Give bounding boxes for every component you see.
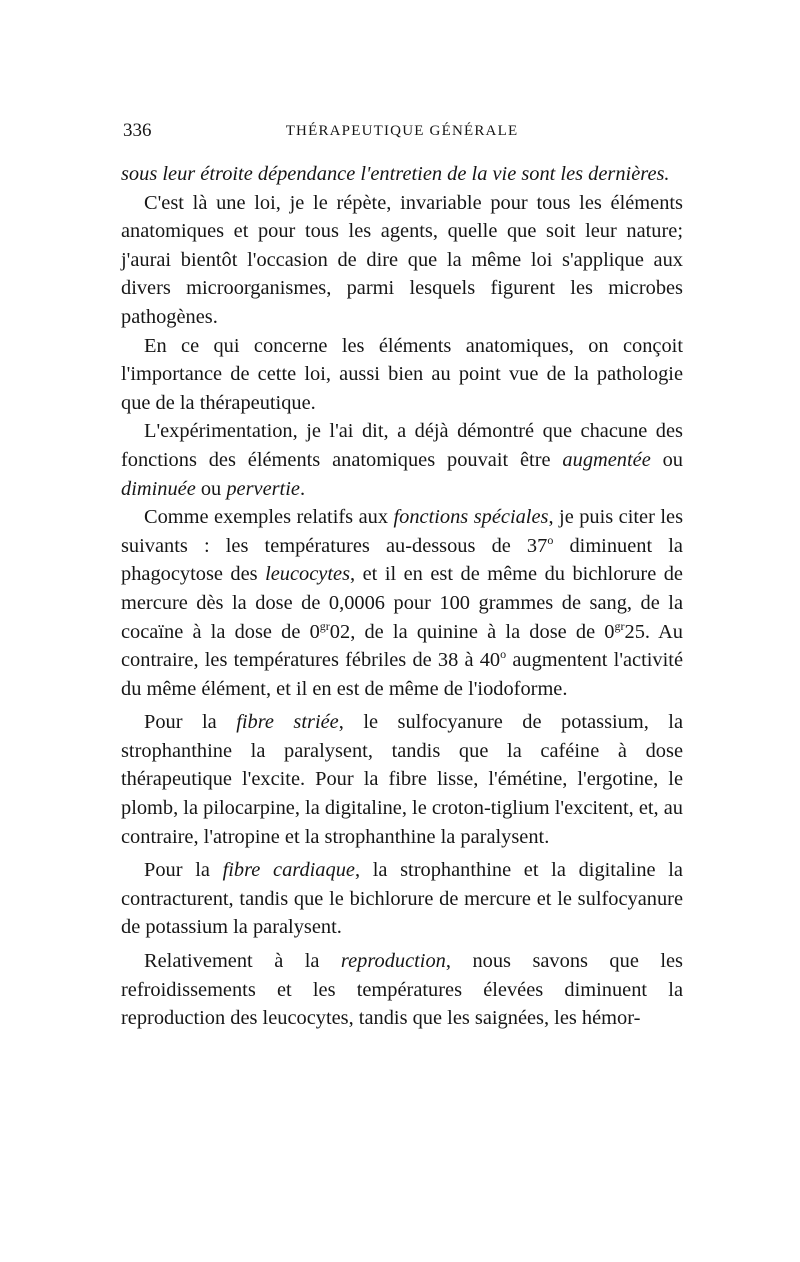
text-run: , la strophanthine et la digitaline la contracturent, tandis que le bichlorure de mercure et le sulfocyanure de potassium la paralysent.: [121, 859, 683, 939]
text-run: , et il en est de même du bichlorure de mercure dès la dose de 0,0006 pour 100 grammes de sang, de la cocaïne à la dose de 0: [121, 563, 683, 643]
italic-phrase: augmentée: [562, 448, 651, 471]
superscript: gr: [614, 618, 625, 633]
text-run: 02, de la quinine à la dose de 0: [329, 620, 615, 643]
text-run: , le sulfocyanure de potassium, la strophanthine la paralysent, tandis que la caféine à dose thérapeutique l'excite. Pour la fibre lisse, l'émétine, l'ergotine, le plomb, la pilocarpine, la digitaline, le croton-tiglium l'excitent, et, au contraire, l'atropine et la strophanthine la paralysent.: [121, 711, 684, 848]
text-run: .: [299, 477, 306, 500]
text-run: diminuent la phagocytose des: [121, 534, 683, 586]
paragraph-elements-anatomiques: [121, 332, 683, 418]
paragraph-loi: [121, 189, 683, 332]
paragraph-fonctions-speciales: [121, 503, 683, 703]
paragraph-reproduction: [121, 947, 683, 1033]
italic-phrase: pervertie: [226, 477, 300, 500]
text-run: , je puis citer les suivants : les températures au-dessous de 37: [121, 506, 684, 557]
text-run: Comme exemples relatifs aux: [144, 506, 394, 529]
body-text: [121, 160, 683, 1033]
book-page: [121, 118, 683, 1033]
paragraph-fibre-cardiaque: [121, 856, 683, 942]
paragraph-experimentation: [121, 417, 683, 503]
running-title: THÉRAPEUTIQUE GÉNÉRALE: [285, 123, 519, 139]
text-run: L'expérimentation, je l'ai dit, a déjà démontré que chacune des fonctions des éléments anatomiques pouvait être: [121, 420, 683, 471]
text-run: Pour la: [144, 711, 237, 734]
text-run: Pour la: [144, 859, 223, 882]
italic-phrase: diminuée: [121, 477, 196, 500]
italic-phrase: sous leur étroite dépendance l'entretien de la vie sont les dernières.: [121, 163, 670, 185]
superscript: o: [547, 532, 554, 547]
italic-phrase: leucocytes: [265, 563, 351, 586]
text-run: ou: [650, 448, 683, 471]
italic-phrase: reproduction: [340, 950, 446, 973]
page-number: 336: [123, 120, 152, 141]
paragraph-continuation: [121, 160, 683, 189]
paragraph-fibre-striee: [121, 708, 683, 851]
text-run: ou: [195, 477, 227, 500]
text-run: 25. Au contraire, les températures fébriles de 38 à 40: [121, 620, 683, 672]
superscript: o: [500, 647, 507, 662]
text-run: En ce qui concerne les éléments anatomiques, on conçoit l'importance de cette loi, aussi bien au point vue de la pathologie que de la thérapeutique.: [121, 334, 683, 414]
text-run: , nous savons que les refroidissements et les températures élevées diminuent la reproduction des leucocytes, tandis que les saignées, les hémor-: [121, 950, 683, 1030]
italic-phrase: fonctions spéciales: [393, 506, 549, 529]
text-run: C'est là une loi, je le répète, invariable pour tous les éléments anatomiques et pour tous les agents, quelle que soit leur nature; j'aurai bientôt l'occasion de dire que la même loi s'applique aux divers microorganismes, parmi lesquels figurent les microbes pathogènes.: [121, 191, 683, 328]
text-run: Relativement à la: [144, 950, 341, 973]
italic-phrase: fibre cardiaque: [222, 859, 355, 882]
superscript: gr: [319, 618, 330, 633]
italic-phrase: fibre striée: [236, 711, 339, 734]
text-run: augmentent l'activité du même élément, et il en est de même de l'iodoforme.: [121, 649, 683, 700]
page-header: [121, 118, 683, 148]
